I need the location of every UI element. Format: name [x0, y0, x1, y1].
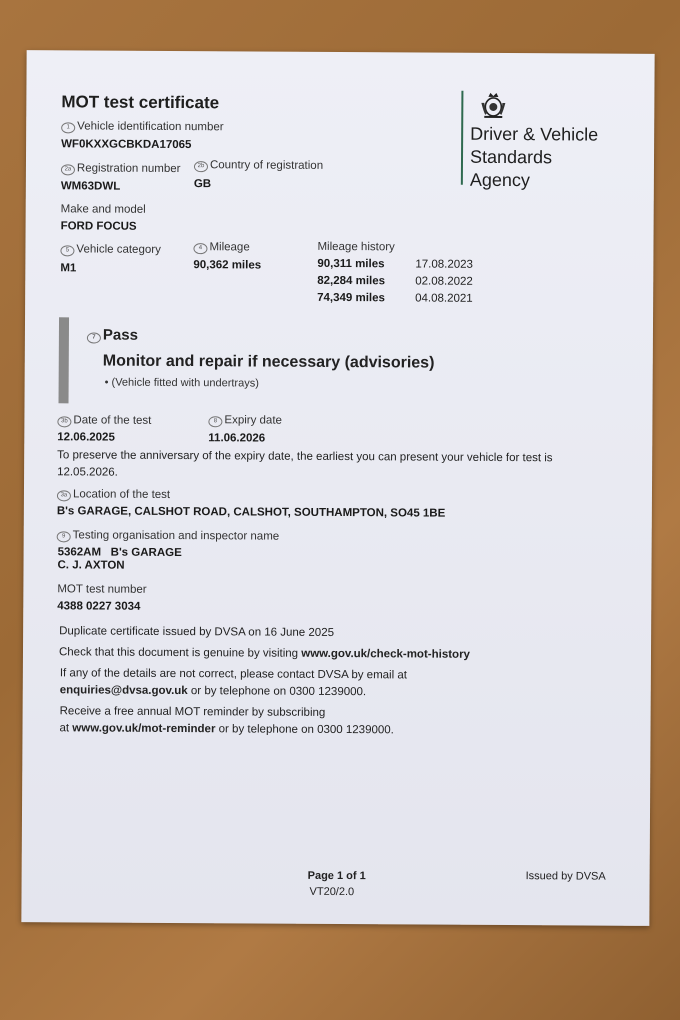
- result-bar: [59, 317, 70, 403]
- country-label: 2b Country of registration: [194, 159, 323, 173]
- check-notice: Check that this document is genuine by visiting www.gov.uk/check-mot-history: [58, 646, 471, 661]
- make-label: Make and model: [60, 203, 146, 216]
- vin-label: 1 Vehicle identification number: [61, 120, 223, 134]
- country-value: GB: [193, 178, 212, 191]
- field-number: 2a: [61, 164, 75, 175]
- reminder-notice: Receive a free annual MOT reminder by subscribing: [59, 705, 326, 719]
- field-number: 8: [208, 416, 222, 427]
- duplicate-notice: Duplicate certificate issued by DVSA on 16 June 2025: [59, 625, 335, 639]
- field-number: 3a: [57, 490, 71, 501]
- history-date: 04.08.2021: [415, 292, 473, 305]
- mileage-label: 4 Mileage: [193, 241, 249, 254]
- preserve-text: To preserve the anniversary of the expiry date, the earliest you can present your vehicle for test is: [57, 449, 553, 465]
- certificate-page: [21, 50, 654, 926]
- reminder-notice-2: at www.gov.uk/mot-reminder or by telephone on 0300 1239000.: [59, 722, 394, 737]
- dvsa-logo-text: Driver & Vehicle Standards Agency: [469, 123, 599, 191]
- mot-number-label: MOT test number: [57, 583, 147, 596]
- field-number: 1: [61, 122, 75, 133]
- location-label: 3a Location of the test: [57, 488, 170, 502]
- field-number: 3b: [57, 416, 71, 427]
- page-title: MOT test certificate: [61, 92, 220, 113]
- expiry-date-value: 11.06.2026: [208, 432, 266, 445]
- page-number: Page 1 of 1: [307, 869, 366, 883]
- field-number: 7: [87, 332, 101, 343]
- check-mot-link[interactable]: www.gov.uk/check-mot-history: [301, 647, 471, 661]
- mileage-value: 90,362 miles: [193, 259, 262, 272]
- history-miles: 74,349 miles: [317, 291, 385, 305]
- vin-value: WF0KXXGCBKDA17065: [61, 138, 192, 152]
- royal-crest-icon: [478, 91, 508, 119]
- history-date: 17.08.2023: [415, 258, 473, 271]
- category-label: 5 Vehicle category: [60, 243, 160, 257]
- reg-value: WM63DWL: [60, 180, 121, 193]
- contact-notice: If any of the details are not correct, please contact DVSA by email at: [59, 667, 408, 682]
- advisory-heading: Monitor and repair if necessary (advisories): [102, 352, 435, 372]
- test-date-value: 12.06.2025: [57, 431, 115, 444]
- field-number: 4: [193, 243, 207, 254]
- issued-by: Issued by DVSA: [525, 870, 606, 883]
- org-label: 9 Testing organisation and inspector name: [57, 529, 280, 543]
- history-miles: 82,284 miles: [317, 274, 386, 288]
- preserve-text-2: 12.05.2026.: [57, 466, 118, 479]
- advisory-item: • (Vehicle fitted with undertrays): [104, 376, 259, 390]
- make-value: FORD FOCUS: [60, 220, 137, 233]
- contact-notice-2: enquiries@dvsa.gov.uk or by telephone on 0300 1239000.: [59, 684, 367, 699]
- field-number: 2b: [194, 161, 208, 172]
- result-status: 7 Pass: [87, 326, 138, 343]
- expiry-date-label: 8 Expiry date: [208, 414, 282, 427]
- inspector-value: C. J. AXTON: [57, 559, 125, 572]
- reg-label: 2a Registration number: [61, 162, 181, 176]
- form-code: VT20/2.0: [309, 885, 355, 899]
- mot-reminder-link[interactable]: www.gov.uk/mot-reminder: [72, 722, 216, 736]
- field-number: 9: [57, 531, 71, 542]
- category-value: M1: [60, 262, 77, 275]
- mileage-history-label: Mileage history: [317, 240, 395, 254]
- email-link[interactable]: enquiries@dvsa.gov.uk: [59, 684, 188, 698]
- logo-bar: [461, 91, 464, 185]
- org-value: 5362AM B's GARAGE: [57, 546, 182, 560]
- history-date: 02.08.2022: [415, 275, 473, 288]
- field-number: 5: [60, 245, 74, 256]
- history-miles: 90,311 miles: [317, 257, 385, 271]
- test-date-label: 3b Date of the test: [57, 414, 151, 428]
- mot-number-value: 4388 0227 3034: [57, 600, 141, 613]
- location-value: B's GARAGE, CALSHOT ROAD, CALSHOT, SOUTHAMPTON, SO45 1BE: [56, 505, 446, 520]
